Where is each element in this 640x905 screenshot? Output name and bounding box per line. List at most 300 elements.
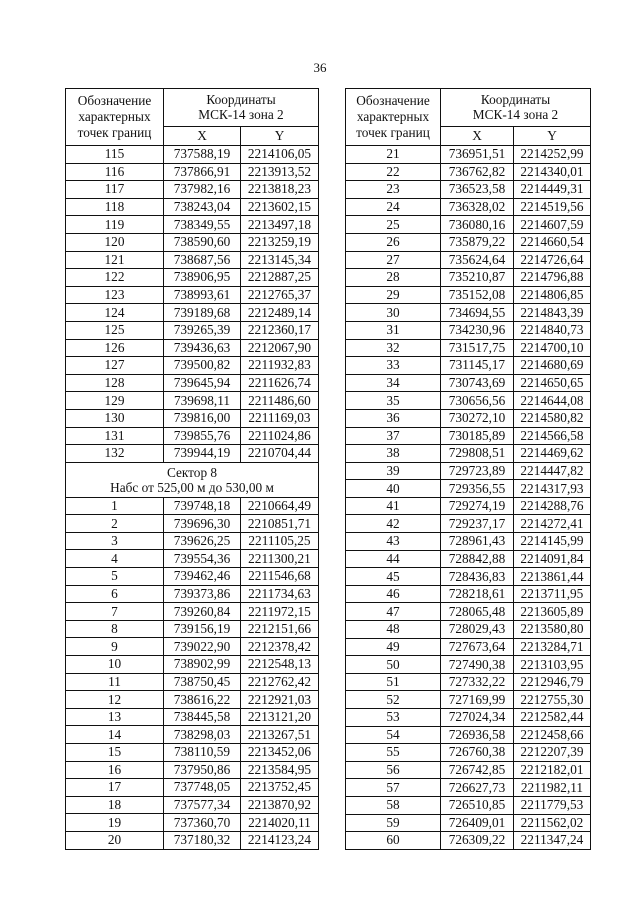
x-coordinate-cell: 728218,61 — [441, 585, 514, 603]
y-coordinate-cell: 2212378,42 — [241, 638, 319, 656]
table-row — [346, 445, 591, 463]
table-row — [346, 251, 591, 269]
point-number-cell: 115 — [66, 146, 164, 164]
table-row — [66, 339, 319, 357]
point-number-cell: 131 — [66, 427, 164, 445]
table-row — [66, 708, 319, 726]
point-number-cell: 47 — [346, 603, 441, 621]
x-coordinate-cell: 729274,19 — [441, 497, 514, 515]
x-coordinate-cell: 738906,95 — [164, 269, 241, 287]
table-row — [346, 726, 591, 744]
x-coordinate-cell: 737866,91 — [164, 163, 241, 181]
header-coordinates — [164, 89, 319, 127]
y-coordinate-cell: 2211546,68 — [241, 568, 319, 586]
table-row — [66, 392, 319, 410]
header-x: X — [164, 126, 241, 145]
x-coordinate-cell: 728065,48 — [441, 603, 514, 621]
y-coordinate-cell: 2211105,25 — [241, 532, 319, 550]
table-row — [66, 568, 319, 586]
point-number-cell: 7 — [66, 603, 164, 621]
x-coordinate-cell: 729723,89 — [441, 462, 514, 480]
point-number-cell: 132 — [66, 445, 164, 463]
point-number-cell: 34 — [346, 374, 441, 392]
header-coord-title: Координаты — [206, 92, 276, 108]
point-number-cell: 14 — [66, 726, 164, 744]
table-row — [66, 638, 319, 656]
y-coordinate-cell: 2214806,85 — [514, 286, 591, 304]
table-row — [66, 585, 319, 603]
x-coordinate-cell: 737360,70 — [164, 814, 241, 832]
sector-heading — [66, 462, 319, 497]
x-coordinate-cell: 735152,08 — [441, 286, 514, 304]
point-number-cell: 43 — [346, 533, 441, 551]
x-coordinate-cell: 727169,99 — [441, 691, 514, 709]
y-coordinate-cell: 2211972,15 — [241, 603, 319, 621]
x-coordinate-cell: 739265,39 — [164, 321, 241, 339]
header-x: X — [441, 126, 514, 145]
table-row — [346, 550, 591, 568]
point-number-cell: 3 — [66, 532, 164, 550]
point-number-cell: 40 — [346, 480, 441, 498]
point-number-cell: 23 — [346, 181, 441, 199]
x-coordinate-cell: 739855,76 — [164, 427, 241, 445]
y-coordinate-cell: 2212582,44 — [514, 709, 591, 727]
point-number-cell: 51 — [346, 673, 441, 691]
y-coordinate-cell: 2213913,52 — [241, 163, 319, 181]
y-coordinate-cell: 2212548,13 — [241, 656, 319, 674]
x-coordinate-cell: 726309,22 — [441, 832, 514, 850]
point-number-cell: 49 — [346, 638, 441, 656]
x-coordinate-cell: 731145,17 — [441, 357, 514, 375]
table-row — [346, 779, 591, 797]
x-coordinate-cell: 736951,51 — [441, 146, 514, 164]
x-coordinate-cell: 739462,46 — [164, 568, 241, 586]
table-row — [346, 709, 591, 727]
point-number-cell: 130 — [66, 409, 164, 427]
point-number-cell: 16 — [66, 761, 164, 779]
y-coordinate-cell: 2212067,90 — [241, 339, 319, 357]
table-row — [346, 638, 591, 656]
x-coordinate-cell: 739944,19 — [164, 445, 241, 463]
table-row — [66, 532, 319, 550]
page-number: 36 — [313, 60, 327, 75]
table-row — [66, 497, 319, 515]
x-coordinate-cell: 739500,82 — [164, 357, 241, 375]
sector-title: Сектор 8 — [166, 464, 218, 480]
table-row — [346, 585, 591, 603]
y-coordinate-cell: 2214091,84 — [514, 550, 591, 568]
x-coordinate-cell: 726510,85 — [441, 796, 514, 814]
point-number-cell: 8 — [66, 620, 164, 638]
point-number-cell: 20 — [66, 831, 164, 849]
point-number-cell: 60 — [346, 832, 441, 850]
header-label-line: Обозначение — [77, 93, 152, 108]
table-row — [346, 198, 591, 216]
table-row — [66, 251, 319, 269]
point-number-cell: 46 — [346, 585, 441, 603]
table-row — [66, 216, 319, 234]
point-number-cell: 26 — [346, 233, 441, 251]
y-coordinate-cell: 2211734,63 — [241, 585, 319, 603]
point-number-cell: 24 — [346, 198, 441, 216]
y-coordinate-cell: 2210851,71 — [241, 515, 319, 533]
point-number-cell: 36 — [346, 409, 441, 427]
y-coordinate-cell: 2214843,39 — [514, 304, 591, 322]
header-y: Y — [241, 126, 319, 145]
point-number-cell: 29 — [346, 286, 441, 304]
table-row — [346, 163, 591, 181]
y-coordinate-cell: 2210704,44 — [241, 445, 319, 463]
table-row — [66, 357, 319, 375]
table-row — [346, 480, 591, 498]
point-number-cell: 50 — [346, 656, 441, 674]
x-coordinate-cell: 737180,32 — [164, 831, 241, 849]
y-coordinate-cell: 2213103,95 — [514, 656, 591, 674]
table-row — [346, 761, 591, 779]
sector-height-range: Набс от 525,00 м до 530,00 м — [110, 479, 274, 495]
x-coordinate-cell: 739696,30 — [164, 515, 241, 533]
point-number-cell: 54 — [346, 726, 441, 744]
x-coordinate-cell: 731517,75 — [441, 339, 514, 357]
y-coordinate-cell: 2214660,54 — [514, 233, 591, 251]
table-row — [346, 691, 591, 709]
y-coordinate-cell: 2213284,71 — [514, 638, 591, 656]
table-row — [66, 814, 319, 832]
y-coordinate-cell: 2214566,58 — [514, 427, 591, 445]
point-number-cell: 117 — [66, 181, 164, 199]
y-coordinate-cell: 2214449,31 — [514, 181, 591, 199]
y-coordinate-cell: 2212921,03 — [241, 691, 319, 709]
y-coordinate-cell: 2214447,82 — [514, 462, 591, 480]
x-coordinate-cell: 726760,38 — [441, 744, 514, 762]
table-row — [66, 691, 319, 709]
x-coordinate-cell: 738993,61 — [164, 286, 241, 304]
y-coordinate-cell: 2211779,53 — [514, 796, 591, 814]
point-number-cell: 21 — [346, 146, 441, 164]
point-number-cell: 118 — [66, 198, 164, 216]
point-number-cell: 124 — [66, 304, 164, 322]
table-row — [346, 744, 591, 762]
x-coordinate-cell: 738445,58 — [164, 708, 241, 726]
point-number-cell: 27 — [346, 251, 441, 269]
point-number-cell: 38 — [346, 445, 441, 463]
point-number-cell: 52 — [346, 691, 441, 709]
table-row — [346, 533, 591, 551]
y-coordinate-cell: 2214607,59 — [514, 216, 591, 234]
table-row — [346, 269, 591, 287]
header-coord-title: Координаты — [480, 92, 551, 108]
point-number-cell: 45 — [346, 568, 441, 586]
point-number-cell: 127 — [66, 357, 164, 375]
table-row — [66, 286, 319, 304]
x-coordinate-cell: 736328,02 — [441, 198, 514, 216]
table-row — [346, 796, 591, 814]
table-row — [66, 831, 319, 849]
x-coordinate-cell: 726627,73 — [441, 779, 514, 797]
header-label-line: характерных — [356, 109, 430, 124]
x-coordinate-cell: 729808,51 — [441, 445, 514, 463]
point-number-cell: 32 — [346, 339, 441, 357]
x-coordinate-cell: 739189,68 — [164, 304, 241, 322]
y-coordinate-cell: 2214519,56 — [514, 198, 591, 216]
y-coordinate-cell: 2214680,69 — [514, 357, 591, 375]
point-number-cell: 12 — [66, 691, 164, 709]
y-coordinate-cell: 2211024,86 — [241, 427, 319, 445]
y-coordinate-cell: 2214317,93 — [514, 480, 591, 498]
y-coordinate-cell: 2212207,39 — [514, 744, 591, 762]
y-coordinate-cell: 2213870,92 — [241, 796, 319, 814]
header-row — [346, 89, 591, 127]
table-row — [66, 550, 319, 568]
point-number-cell: 128 — [66, 374, 164, 392]
table-row — [66, 656, 319, 674]
y-coordinate-cell: 2214272,41 — [514, 515, 591, 533]
sector-row — [66, 462, 319, 497]
table-row — [66, 409, 319, 427]
x-coordinate-cell: 737982,16 — [164, 181, 241, 199]
point-number-cell: 42 — [346, 515, 441, 533]
y-coordinate-cell: 2213497,18 — [241, 216, 319, 234]
table-row — [66, 321, 319, 339]
point-number-cell: 41 — [346, 497, 441, 515]
table-row — [66, 761, 319, 779]
table-row — [346, 374, 591, 392]
table-row — [346, 603, 591, 621]
table-row — [346, 321, 591, 339]
point-number-cell: 30 — [346, 304, 441, 322]
x-coordinate-cell: 739260,84 — [164, 603, 241, 621]
y-coordinate-cell: 2213580,80 — [514, 621, 591, 639]
x-coordinate-cell: 726936,58 — [441, 726, 514, 744]
table-row — [66, 620, 319, 638]
x-coordinate-cell: 735624,64 — [441, 251, 514, 269]
table-row — [346, 568, 591, 586]
point-number-cell: 48 — [346, 621, 441, 639]
x-coordinate-cell: 728029,43 — [441, 621, 514, 639]
point-number-cell: 6 — [66, 585, 164, 603]
x-coordinate-cell: 737748,05 — [164, 779, 241, 797]
x-coordinate-cell: 736523,58 — [441, 181, 514, 199]
y-coordinate-cell: 2214106,05 — [241, 146, 319, 164]
x-coordinate-cell: 728961,43 — [441, 533, 514, 551]
x-coordinate-cell: 738349,55 — [164, 216, 241, 234]
table-row — [346, 656, 591, 674]
y-coordinate-cell: 2214288,76 — [514, 497, 591, 515]
y-coordinate-cell: 2214840,73 — [514, 321, 591, 339]
point-number-cell: 122 — [66, 269, 164, 287]
x-coordinate-cell: 726742,85 — [441, 761, 514, 779]
y-coordinate-cell: 2213121,20 — [241, 708, 319, 726]
x-coordinate-cell: 735210,87 — [441, 269, 514, 287]
x-coordinate-cell: 739373,86 — [164, 585, 241, 603]
coordinates-table-left — [65, 88, 319, 850]
point-number-cell: 10 — [66, 656, 164, 674]
table-row — [66, 181, 319, 199]
table-row — [66, 779, 319, 797]
point-number-cell: 25 — [346, 216, 441, 234]
y-coordinate-cell: 2214580,82 — [514, 409, 591, 427]
y-coordinate-cell: 2212755,30 — [514, 691, 591, 709]
table-row — [66, 427, 319, 445]
y-coordinate-cell: 2212887,25 — [241, 269, 319, 287]
table-row — [346, 216, 591, 234]
y-coordinate-cell: 2213752,45 — [241, 779, 319, 797]
point-number-cell: 57 — [346, 779, 441, 797]
x-coordinate-cell: 739816,00 — [164, 409, 241, 427]
table-row — [346, 181, 591, 199]
x-coordinate-cell: 730185,89 — [441, 427, 514, 445]
y-coordinate-cell: 2212151,66 — [241, 620, 319, 638]
x-coordinate-cell: 739156,19 — [164, 620, 241, 638]
point-number-cell: 17 — [66, 779, 164, 797]
y-coordinate-cell: 2214796,88 — [514, 269, 591, 287]
table-row — [346, 427, 591, 445]
y-coordinate-cell: 2212489,14 — [241, 304, 319, 322]
table-row — [66, 146, 319, 164]
x-coordinate-cell: 739436,63 — [164, 339, 241, 357]
x-coordinate-cell: 739645,94 — [164, 374, 241, 392]
x-coordinate-cell: 727673,64 — [441, 638, 514, 656]
x-coordinate-cell: 729356,55 — [441, 480, 514, 498]
x-coordinate-cell: 738616,22 — [164, 691, 241, 709]
point-number-cell: 44 — [346, 550, 441, 568]
x-coordinate-cell: 734230,96 — [441, 321, 514, 339]
x-coordinate-cell: 738750,45 — [164, 673, 241, 691]
point-number-cell: 37 — [346, 427, 441, 445]
x-coordinate-cell: 738298,03 — [164, 726, 241, 744]
point-number-cell: 13 — [66, 708, 164, 726]
y-coordinate-cell: 2214145,99 — [514, 533, 591, 551]
table-row — [346, 462, 591, 480]
x-coordinate-cell: 739698,11 — [164, 392, 241, 410]
point-number-cell: 19 — [66, 814, 164, 832]
x-coordinate-cell: 727024,34 — [441, 709, 514, 727]
y-coordinate-cell: 2214123,24 — [241, 831, 319, 849]
table-row — [66, 269, 319, 287]
y-coordinate-cell: 2210664,49 — [241, 497, 319, 515]
table-row — [66, 515, 319, 533]
y-coordinate-cell: 2213145,34 — [241, 251, 319, 269]
table-row — [346, 304, 591, 322]
x-coordinate-cell: 726409,01 — [441, 814, 514, 832]
y-coordinate-cell: 2211982,11 — [514, 779, 591, 797]
x-coordinate-cell: 738902,99 — [164, 656, 241, 674]
point-number-cell: 119 — [66, 216, 164, 234]
table-row — [346, 339, 591, 357]
x-coordinate-cell: 734694,55 — [441, 304, 514, 322]
header-coordinates — [441, 89, 591, 127]
y-coordinate-cell: 2214700,10 — [514, 339, 591, 357]
y-coordinate-cell: 2212360,17 — [241, 321, 319, 339]
point-number-cell: 55 — [346, 744, 441, 762]
y-coordinate-cell: 2212762,42 — [241, 673, 319, 691]
x-coordinate-cell: 739748,18 — [164, 497, 241, 515]
point-number-cell: 4 — [66, 550, 164, 568]
table-row — [66, 233, 319, 251]
x-coordinate-cell: 730743,69 — [441, 374, 514, 392]
y-coordinate-cell: 2214726,64 — [514, 251, 591, 269]
y-coordinate-cell: 2212765,37 — [241, 286, 319, 304]
x-coordinate-cell: 738590,60 — [164, 233, 241, 251]
header-label-line: точек границ — [356, 125, 430, 140]
y-coordinate-cell: 2213602,15 — [241, 198, 319, 216]
point-number-cell: 116 — [66, 163, 164, 181]
point-number-cell: 1 — [66, 497, 164, 515]
table-row — [346, 392, 591, 410]
point-number-cell: 39 — [346, 462, 441, 480]
point-number-cell: 18 — [66, 796, 164, 814]
header-label-line: точек границ — [77, 125, 152, 140]
point-number-cell: 53 — [346, 709, 441, 727]
header-coord-system: МСК-14 зона 2 — [198, 107, 284, 123]
y-coordinate-cell: 2211169,03 — [241, 409, 319, 427]
table-row — [346, 233, 591, 251]
point-number-cell: 35 — [346, 392, 441, 410]
point-number-cell: 123 — [66, 286, 164, 304]
table-row — [346, 357, 591, 375]
point-number-cell: 15 — [66, 744, 164, 762]
y-coordinate-cell: 2214340,01 — [514, 163, 591, 181]
table-row — [346, 621, 591, 639]
point-number-cell: 9 — [66, 638, 164, 656]
x-coordinate-cell: 736762,82 — [441, 163, 514, 181]
x-coordinate-cell: 727332,22 — [441, 673, 514, 691]
y-coordinate-cell: 2213259,19 — [241, 233, 319, 251]
y-coordinate-cell: 2213605,89 — [514, 603, 591, 621]
point-number-cell: 33 — [346, 357, 441, 375]
point-number-cell: 125 — [66, 321, 164, 339]
y-coordinate-cell: 2211562,02 — [514, 814, 591, 832]
x-coordinate-cell: 737950,86 — [164, 761, 241, 779]
x-coordinate-cell: 739626,25 — [164, 532, 241, 550]
table-row — [346, 497, 591, 515]
header-row — [66, 89, 319, 127]
point-number-cell: 59 — [346, 814, 441, 832]
table-row — [346, 673, 591, 691]
coordinates-table-right — [345, 88, 591, 850]
point-number-cell: 129 — [66, 392, 164, 410]
x-coordinate-cell: 730272,10 — [441, 409, 514, 427]
point-number-cell: 11 — [66, 673, 164, 691]
table-row — [346, 832, 591, 850]
table-row — [346, 286, 591, 304]
point-number-cell: 56 — [346, 761, 441, 779]
y-coordinate-cell: 2211486,60 — [241, 392, 319, 410]
point-number-cell: 31 — [346, 321, 441, 339]
y-coordinate-cell: 2211932,83 — [241, 357, 319, 375]
y-coordinate-cell: 2214252,99 — [514, 146, 591, 164]
table-row — [66, 163, 319, 181]
table-row — [66, 198, 319, 216]
point-number-cell: 28 — [346, 269, 441, 287]
x-coordinate-cell: 738243,04 — [164, 198, 241, 216]
table-row — [346, 409, 591, 427]
point-number-cell: 58 — [346, 796, 441, 814]
y-coordinate-cell: 2214644,08 — [514, 392, 591, 410]
header-label-line: характерных — [78, 109, 151, 124]
x-coordinate-cell: 728842,88 — [441, 550, 514, 568]
point-number-cell: 121 — [66, 251, 164, 269]
x-coordinate-cell: 739554,36 — [164, 550, 241, 568]
y-coordinate-cell: 2213861,44 — [514, 568, 591, 586]
table-row — [346, 515, 591, 533]
table-row — [66, 673, 319, 691]
y-coordinate-cell: 2212182,01 — [514, 761, 591, 779]
header-label-line: Обозначение — [356, 93, 430, 108]
y-coordinate-cell: 2214650,65 — [514, 374, 591, 392]
y-coordinate-cell: 2212458,66 — [514, 726, 591, 744]
y-coordinate-cell: 2213711,95 — [514, 585, 591, 603]
